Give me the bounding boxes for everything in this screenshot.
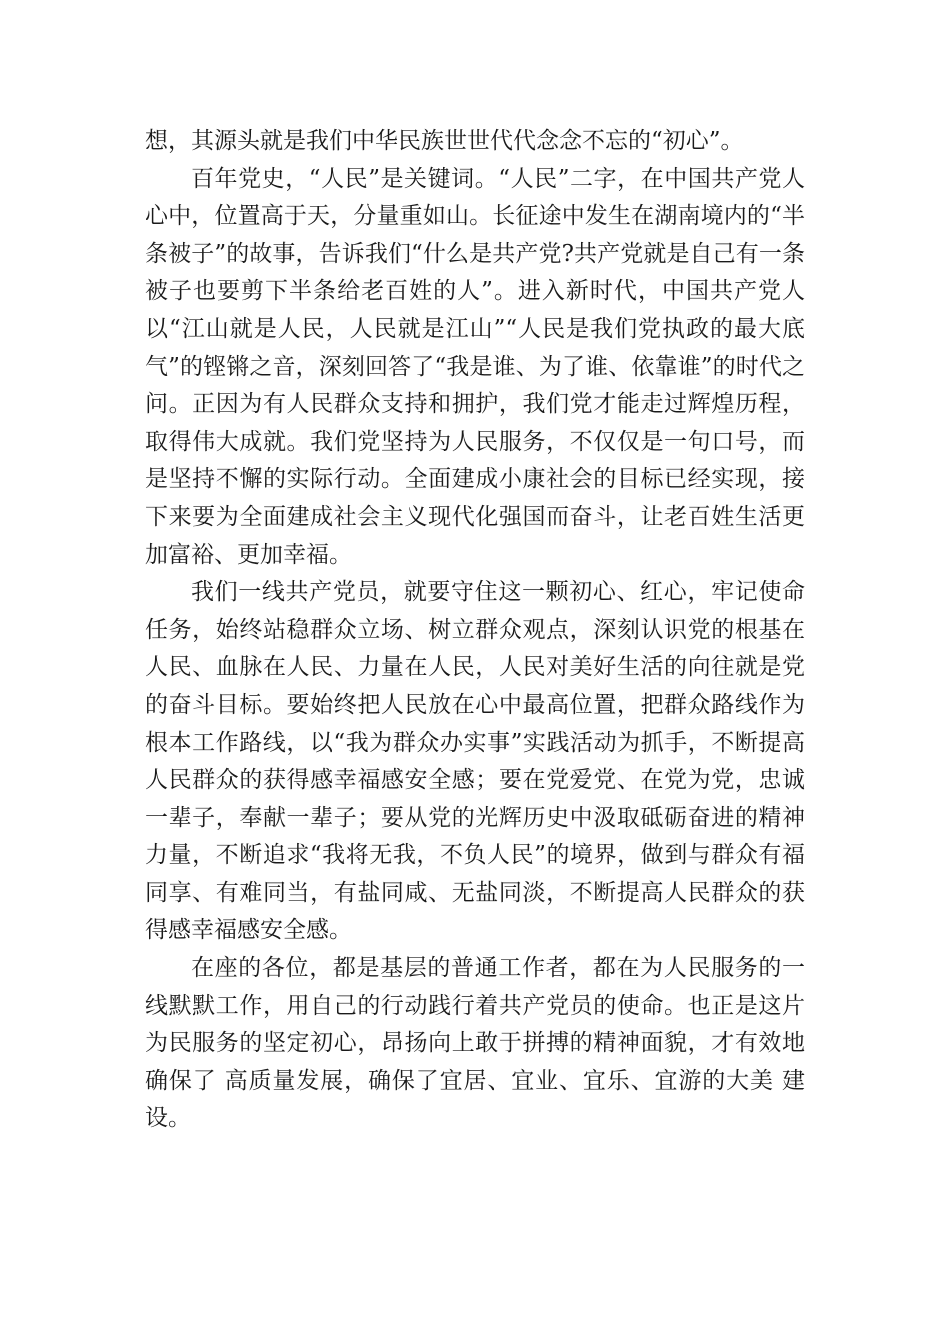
paragraph-grassroots-workers: 在座的各位，都是基层的普通工作者，都在为人民服务的一线默默工作，用自己的行动践行着共产党员的使命。也正是这片为民服务的坚定初心，昂扬向上敢于拼搏的精神面貌，才有效地确保了 高质量发展，确保了宜居、宜业、宜乐、宜游的大美 建设。 bbox=[145, 955, 805, 1132]
paragraph-frontline-members: 我们一线共产党员，就要守住这一颗初心、红心，牢记使命任务，始终站稳群众立场、树立群众观点，深刻认识党的根基在人民、血脉在人民、力量在人民，人民对美好生活的向往就是党的奋斗目标。要始终把人民放在心中最高位置，把群众路线作为根本工作路线，以“我为群众办实事”实践活动为抓手，不断提高人民群众的获得感幸福感安全感；要在党爱党、在党为党，忠诚一辈子，奉献一辈子；要从党的光辉历史中汲取砥砺奋进的精神力量，不断追求“我将无我，不负人民”的境界，做到与群众有福同享、有难同当，有盐同咸、无盐同淡，不断提高人民群众的获得感幸福感安全感。 bbox=[145, 579, 805, 944]
paragraph-people-keyword: 百年党史，“人民”是关键词。“人民”二字，在中国共产党人心中，位置高于天，分量重如山。长征途中发生在湖南境内的“半条被子”的故事，告诉我们“什么是共产党?共产党就是自己有一条被子也要剪下半条给老百姓的人”。进入新时代，中国共产党人以“江山就是人民，人民就是江山”“人民是我们党执政的最大底气”的铿锵之音，深刻回答了“我是谁、为了谁、依靠谁”的时代之问。正因为有人民群众支持和拥护，我们党才能走过辉煌历程，取得伟大成就。我们党坚持为人民服务，不仅仅是一句口号，而是坚持不懈的实际行动。全面建成小康社会的目标已经实现，接下来要为全面建成社会主义现代化强国而奋斗，让老百姓生活更加富裕、更加幸福。 bbox=[145, 165, 805, 568]
paragraph-continuation: 想，其源头就是我们中华民族世世代代念念不忘的“初心”。 bbox=[145, 128, 744, 154]
document-body bbox=[145, 123, 805, 1138]
